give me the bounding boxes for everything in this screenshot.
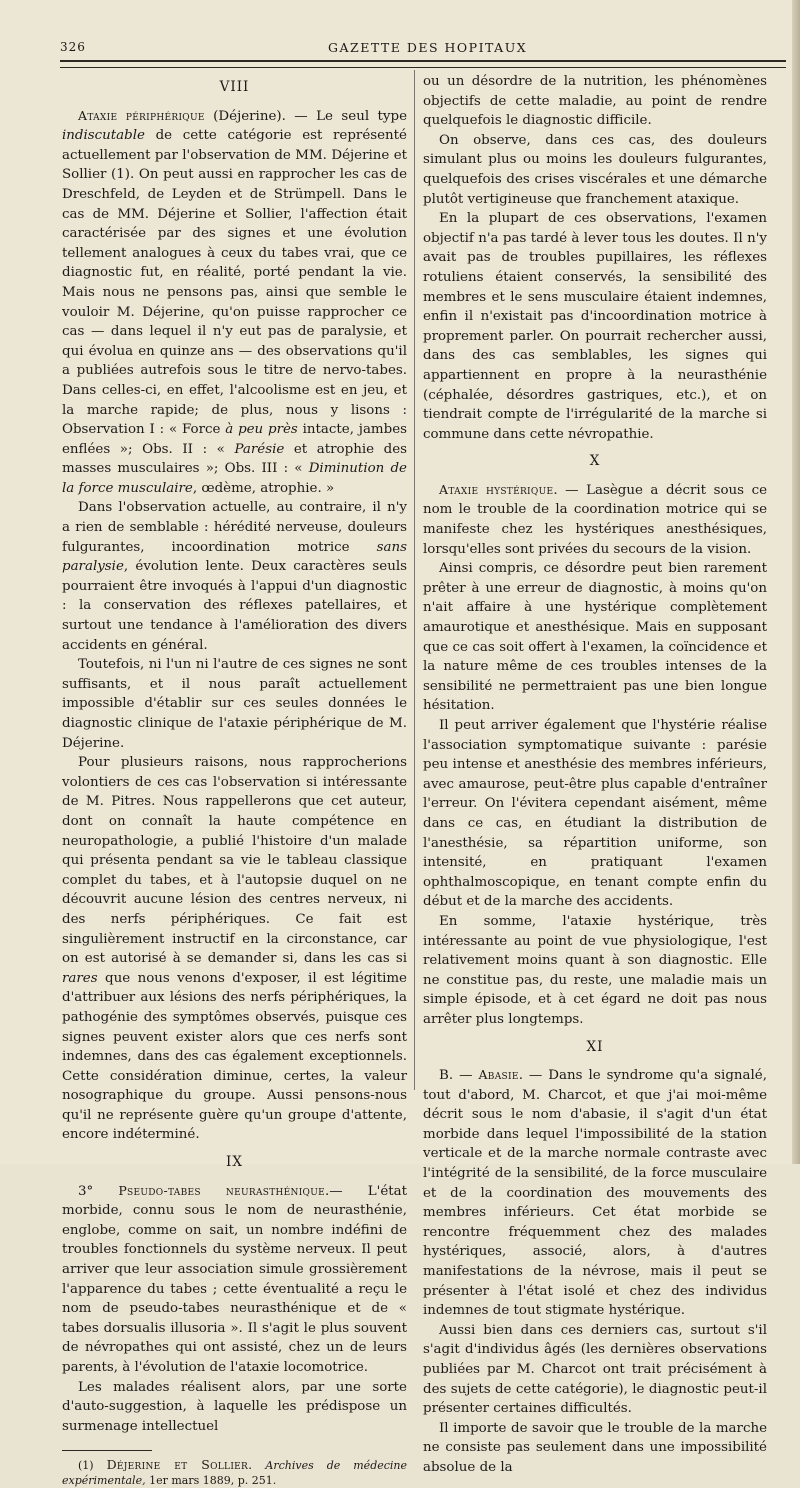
run-in-heading: Ataxie périphérique bbox=[78, 107, 205, 123]
text-run: que nous venons d'exposer, il est légitime d'attribuer aux lésions des nerfs périphériques, la pathogénie des symptômes observés, puisque ces signes peuvent exister alors que ces nerfs sont indemnes, dans des cas également exceptionnels. Cette considération diminue, certes, la valeur nosographique du groupe. Aussi pensons-nous qu'il ne représente guère qu'un groupe d'attente, encore indéterminé. bbox=[62, 970, 407, 1143]
italic-text: Diminution de la force musculaire bbox=[62, 461, 407, 496]
header-rule bbox=[60, 60, 786, 68]
run-in-heading: Ataxie hystérique bbox=[439, 481, 554, 497]
paragraph: En la plupart de ces observations, l'examen objectif n'a pas tardé à lever tous les doutes. Il n'y avait pas de troubles pupillaires, les réflexes rotuliens étaient conservés, la sensibilité des membres et le sens musculaire étaient indemnes, enfin il n'existait pas d'incoordination motrice à proprement parler. On pourrait rechercher aussi, dans des cas semblables, les signes qui appartiennent en propre à la neurasthénie (céphalée, désordres gastriques, etc.), et on tiendrait compte de l'irrégularité de la marche si commune dans cette névropathie. bbox=[423, 211, 767, 442]
text-run: B. — bbox=[439, 1068, 479, 1084]
paragraph: Il importe de savoir que le trouble de la marche ne consiste pas seulement dans une impossibilité absolue de la bbox=[423, 1420, 767, 1475]
section-heading-x: X bbox=[589, 453, 601, 470]
italic-text: à peu près bbox=[225, 422, 298, 438]
text-run: . — Lasègue a décrit sous ce nom le trouble de la coordination motrice qui se manifeste chez les hystériques anesthésiques, lorsqu'elles sont privées du secours de la vision. bbox=[423, 482, 767, 557]
column-divider bbox=[414, 70, 415, 1090]
paragraph: Aussi bien dans ces derniers cas, surtout s'il s'agit d'individus âgés (les dernières observations publiées par M. Charcot ont trait précisément à des sujets de cette catégorie), le diagnostic peut-il présenter certaines difficultés. bbox=[423, 1322, 767, 1417]
run-in-heading: Pseudo-tabes neurasthénique bbox=[118, 1182, 325, 1198]
paragraph bbox=[62, 498, 407, 655]
footnote bbox=[62, 1457, 407, 1488]
text-run: (1) bbox=[78, 1459, 107, 1473]
italic-text: Parésie bbox=[234, 441, 285, 457]
text-run: . — Dans le syndrome qu'a signalé, tout d'abord, M. Charcot, et que j'ai moi-même décrit sous le nom d'abasie, il s'agit d'un état morbide dans lequel l'impossibilité de la station verticale et de la marche normale contraste avec l'intégrité de la sensibilité, de la force musculaire et de la coordination des mouvements des membres inférieurs. Cet état morbide se rencontre fréquemment chez des malades hystériques, associé, alors, à d'autres manifestations de la névrose, mais il peut se présenter à l'état isolé et chez des individus indemnes de tout stigmate hystérique. bbox=[423, 1068, 767, 1319]
italic-text: Archives de médecine expérimentale, bbox=[62, 1459, 408, 1488]
text-run: de cette catégorie est représenté actuellement par l'observation de MM. Déjerine et Sollier (1). On peut aussi en rapprocher les cas de Dreschfeld, de Leyden et de Strümpell. Dans le cas de MM. Déjerine et Sollier, l'affection était caractérisée par des signes et une évolution tellement analogues à ceux du tabes vrai, que ce diagnostic fut, en réalité, porté pendant la vie. Mais nous ne pensons pas, ainsi que semble le vouloir M. Déjerine, qu'on puisse rapprocher ce cas — dans lequel il n'y eut pas de paralysie, et qui évolua en quinze ans — des observations qu'il a publiées autrefois sous le titre de nervo-tabes. Dans celles-ci, en effet, l'alcoolisme est en jeu, et la marche rapide; de plus, nous y lisons : Observation I : « Force bbox=[62, 128, 407, 438]
text-run: et atrophie des masses musculaires »; Obs. III : « bbox=[62, 441, 407, 477]
section-heading-xi: XI bbox=[586, 1038, 604, 1055]
text-run: 1er mars 1889, p. 251. bbox=[145, 1474, 277, 1488]
paragraph: Il peut arriver également que l'hystérie réalise l'association symptomatique suivante : parésie peu intense et anesthésie des membres inférieurs, avec amaurose, peut-être plus capable d'entraîner l'erreur. On l'évitera cependant aisément, même dans ce cas, en étudiant la distribution de l'anesthésie, sa répartition uniforme, son intensité, en pratiquant l'examen ophthalmoscopique, en tenant compte enfin du début et de la marche des accidents. bbox=[423, 718, 767, 910]
text-run: , œdème, atrophie. » bbox=[192, 480, 335, 496]
text-run: (Déjerine). — Le seul type bbox=[204, 108, 407, 124]
text-run: Dans l'observation actuelle, au contraire, il n'y a rien de semblable : hérédité nerveuse, douleurs fulgurantes, incoordination motrice bbox=[62, 500, 407, 555]
right-column bbox=[423, 72, 767, 1478]
italic-text: rares bbox=[62, 970, 98, 986]
run-in-heading: Abasie bbox=[478, 1067, 519, 1083]
italic-text: sans paralysie bbox=[62, 539, 407, 575]
paragraph: Les malades réalisent alors, par une sorte d'auto-suggestion, à laquelle les prédispose un surmenage intellectuel bbox=[62, 1379, 407, 1434]
text-run: 3° bbox=[78, 1183, 119, 1199]
paragraph: On observe, dans ces cas, des douleurs simulant plus ou moins les douleurs fulgurantes, quelquefois des crises viscérales et une démarche plutôt vertigineuse que franchement ataxique. bbox=[423, 132, 767, 207]
footnote-rule bbox=[62, 1450, 152, 1451]
paragraph bbox=[62, 753, 407, 1145]
text-run: intacte, jambes enflées »; Obs. II : « bbox=[62, 422, 407, 457]
paragraph bbox=[62, 106, 407, 499]
running-header bbox=[60, 36, 786, 58]
footnote-authors: Déjerine et Sollier. bbox=[106, 1457, 253, 1473]
section-heading-ix: IX bbox=[226, 1154, 243, 1171]
paragraph: Ainsi compris, ce désordre peut bien rarement prêter à une erreur de diagnostic, à moins qu'on n'ait affaire à une hystérique complètement amaurotique et anesthésique. Mais en supposant que ce cas soit offert à l'examen, la coïncidence et la nature même de ces troubles intenses de la sensibilité ne permettraient pas une bien longue hésitation. bbox=[423, 561, 767, 714]
journal-title: GAZETTE DES HOPITAUX bbox=[328, 40, 528, 55]
text-run: .— L'état morbide, connu sous le nom de neurasthénie, englobe, comme on sait, un nombre indéfini de troubles fonctionnels du système nerveux. Il peut arriver que leur association simule grossièrement l'apparence du tabes ; cette éventualité a reçu le nom de pseudo-tabes neurasthénique et de « tabes dorsualis illusoria ». Il s'agit le plus souvent de névropathes qui ont assisté, chez un de leurs parents, à l'évolution de l'ataxie locomotrice. bbox=[62, 1183, 407, 1375]
section-heading-viii: VIII bbox=[219, 79, 250, 95]
paragraph bbox=[423, 1065, 767, 1321]
italic-text: indiscutable bbox=[62, 128, 145, 144]
text-run: Pour plusieurs raisons, nous rapprocherions volontiers de ces cas l'observation si intéressante de M. Pitres. Nous rappellerons que cet auteur, dont on connaît la haute compétence en neuropathologie, a publié l'histoire d'un malade qui présenta pendant sa vie le tableau classique complet du tabes, et à l'autopsie duquel on ne découvrit aucune lésion des centres nerveux, ni des nerfs périphériques. Ce fait est singulièrement instructif en la circonstance, car on est autorisé à se demander si, dans les cas si bbox=[62, 755, 407, 967]
paragraph: ou un désordre de la nutrition, les phénomènes objectifs de cette maladie, au point de rendre quelquefois le diagnostic difficile. bbox=[423, 74, 767, 129]
text-run: , évolution lente. Deux caractères seuls pourraient être invoqués à l'appui d'un diagnostic : la conservation des réflexes patellaires, et surtout une tendance à l'amélioration des divers accidents en général. bbox=[62, 559, 407, 653]
paragraph: En somme, l'ataxie hystérique, très intéressante au point de vue physiologique, l'est relativement moins quant à son diagnostic. Elle ne constitue pas, du reste, une maladie mais un simple épisode, et à cet égard ne doit pas nous arrêter plus longtemps. bbox=[423, 913, 767, 1027]
paragraph bbox=[423, 480, 767, 559]
paragraph bbox=[62, 1181, 407, 1378]
page-number: 326 bbox=[60, 40, 86, 54]
left-column bbox=[62, 70, 407, 1488]
page-edge bbox=[792, 0, 800, 1164]
paragraph: Toutefois, ni l'un ni l'autre de ces signes ne sont suffisants, et il nous paraît actuellement impossible d'établir sur ces seules données le diagnostic clinique de l'ataxie périphérique de M. Déjerine. bbox=[62, 657, 407, 751]
